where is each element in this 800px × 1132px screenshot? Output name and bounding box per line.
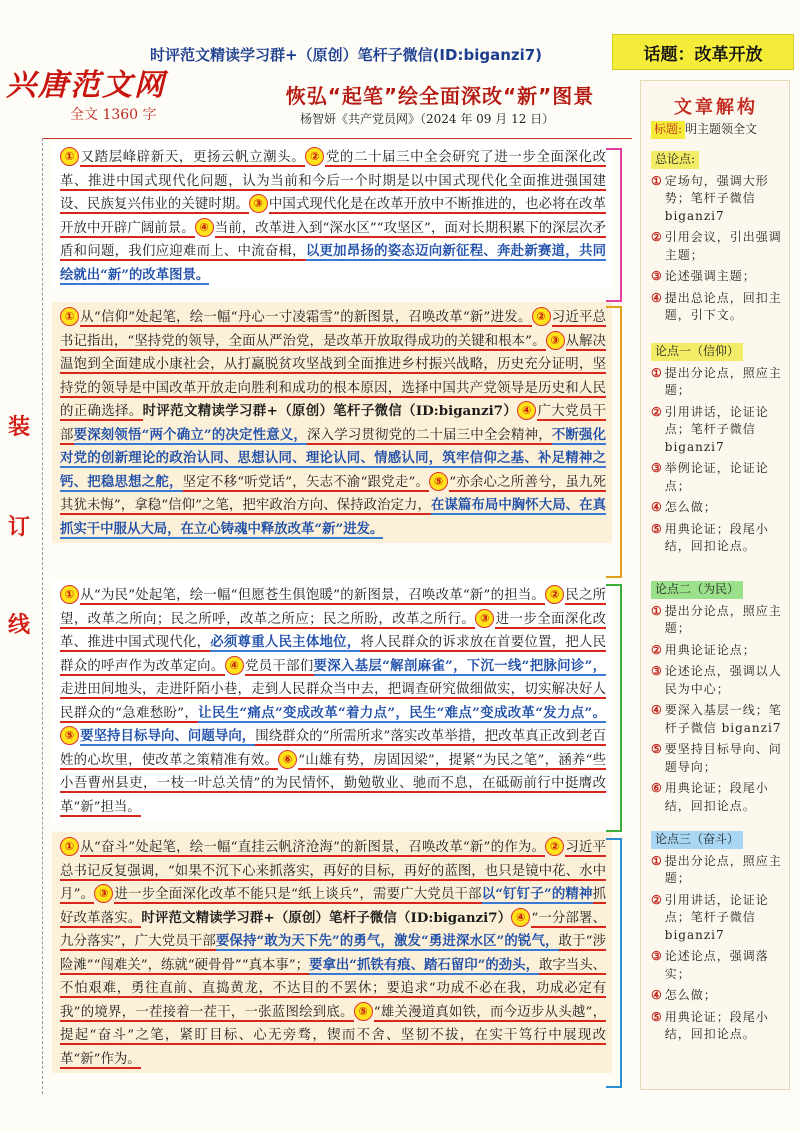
panel-item-number: ② <box>651 404 662 419</box>
panel-group-label: 论点三（奋斗） <box>651 831 743 849</box>
panel-item-number: ③ <box>651 664 662 678</box>
sentence-text: “亦余心之所善兮，虽九死其犹未悔”，拿稳“信仰”之笔，把牢政治方向、保持政治定力， <box>60 474 606 513</box>
section-bracket <box>606 838 622 1088</box>
analysis-panel <box>640 80 790 1090</box>
panel-item <box>651 521 785 556</box>
logo: 兴唐范文网 <box>6 68 166 103</box>
sentence-text: “山雄有势，房固因梁”，提紧“为民之笔”，涵养“些小吾曹州县吏，一枝一叶总关情”的为民情怀，勤勉敬业、驰而不息，在砥砺前行中挺膺改革“新”担当。 <box>60 752 607 815</box>
panel-group <box>651 581 785 815</box>
panel-group-label: 论点二（为民） <box>651 581 743 599</box>
sentence-number: ② <box>545 837 564 856</box>
panel-item <box>651 173 785 226</box>
sentence-text: 从解决温饱到全面建成小康社会，从打赢脱贫攻坚战到全面推进乡村振兴战略，历史充分证明，坚持党的领导是中国改革开放走向胜利和成功的根本原因，选择中国共产党领导是历史和人民的正确选择。 <box>60 333 606 419</box>
sentence-text: “一分部署、九分落实”，广大党员干部 <box>60 910 606 949</box>
sentence-text: 敢于“涉险滩”“闯难关”，练就“硬骨骨”“真本事”； <box>60 934 606 973</box>
sentence-text: 习近平总书记指出，“坚持党的领导，全面从严治党，是改革开放取得成功的关键和根本”。 <box>60 310 607 349</box>
sentence-text: 进一步全面深化改革、推进中国式现代化， <box>60 611 607 650</box>
panel-item-number: ③ <box>651 949 662 963</box>
panel-item <box>651 642 785 660</box>
binding-mark-2: 订 <box>8 514 31 540</box>
panel-item <box>651 702 785 737</box>
panel-item <box>651 663 785 698</box>
section-intro <box>52 142 612 289</box>
key-phrase: 让民生“痛点”变成改革“着力点”，民生“难点”变成改革“发力点”。 <box>198 704 606 721</box>
sentence-number: ⑤ <box>354 1002 373 1021</box>
tag-label: 标题: <box>651 121 685 139</box>
panel-item-number: ① <box>651 365 662 380</box>
panel-item-text: 引用讲话，论证论点；笔杆子微信 biganzi7 <box>664 892 769 942</box>
sentence-number: ③ <box>249 194 268 213</box>
sentence-text: 从“奋斗”处起笔，绘一幅“直挂云帆济沧海”的新图景，召唤改革“新”的作为。 <box>80 840 546 855</box>
panel-item-text: 提出分论点，照应主题； <box>664 853 782 885</box>
sentence-text: 从“信仰”处起笔，绘一幅“丹心一寸凌霜雪”的新图景，召唤改革“新”进发。 <box>80 310 532 325</box>
sentence-number: ④ <box>511 908 530 927</box>
header-rule <box>42 138 632 139</box>
sentence-number: ③ <box>94 884 113 903</box>
sentence-text: 党的二十届三中全会研究了进一步全面深化改革、推进中国式现代化问题，认为当前和今后一个时期是以中国式现代化全面推进强国建设、民族复兴伟业的关键时期。 <box>60 150 607 212</box>
panel-item-text: 要坚持目标导向、问题导向； <box>664 742 782 774</box>
panel-item <box>651 1009 785 1044</box>
binding-divider <box>42 138 43 1094</box>
panel-item-text: 提出分论点，照应主题； <box>664 603 782 635</box>
sentence-number: ① <box>60 585 79 604</box>
sentence-number: ④ <box>195 218 214 237</box>
paragraph <box>60 584 606 819</box>
sentence-text: 围绕群众的“所需所求”落实改革举措，把改革真正改到老百姓的心坎里，使改革之策精准有效。 <box>60 729 606 768</box>
panel-item <box>651 948 785 983</box>
panel-item-text: 怎么做； <box>664 988 717 1002</box>
panel-item-text: 引用讲话，论证论点；笔杆子微信 biganzi7 <box>664 404 769 454</box>
sentence-text: 深入学习贯彻党的二十届三中全会精神， <box>307 427 552 443</box>
sentence-text: 广大党员干部 <box>60 404 607 443</box>
panel-group <box>651 343 785 556</box>
panel-item-text: 定场句，强调大形势；笔杆子微信 biganzi7 <box>664 173 769 223</box>
key-phrase: 要深入基层“解剖麻雀”，下沉一线“把脉问诊”， <box>313 657 606 674</box>
panel-item-number: ⑤ <box>651 521 662 536</box>
sentence-number: ④ <box>225 656 244 675</box>
key-phrase: 要坚持目标导向、问题导向， <box>80 728 256 744</box>
panel-item <box>651 741 785 776</box>
panel-item <box>651 290 785 325</box>
panel-item-number: ④ <box>651 988 662 1002</box>
panel-item-text: 用典论证论点； <box>664 642 756 657</box>
key-phrase: 必须尊重人民主体地位， <box>210 634 361 650</box>
panel-item <box>651 987 785 1005</box>
key-phrase: 要深刻领悟“两个确立”的决定性意义， <box>73 426 308 443</box>
sentence-text: 当前，改革进入到“深水区”“攻坚区”，面对长期积累下的深层次矛盾和问题，我们应迎难而上、中流奋楫， <box>60 220 606 259</box>
section-struggle <box>52 832 612 1073</box>
panel-item-number: ③ <box>651 269 662 283</box>
panel-item-number: ⑤ <box>651 1009 662 1024</box>
section-faith <box>52 302 612 543</box>
binding-mark-1: 装 <box>8 414 31 440</box>
sentence-number: ③ <box>546 331 565 350</box>
sentence-text: 抓好改革落实。 <box>60 887 606 926</box>
panel-item-number: ① <box>651 603 662 618</box>
panel-item <box>651 603 785 638</box>
sentence-text: 中国式现代化是在改革开放中不断推进的，也必将在改革开放中开辟广阔前景。 <box>60 197 607 236</box>
paragraph <box>60 306 606 541</box>
panel-item <box>651 268 785 286</box>
sentence-text: 又踏层峰辟新天，更扬云帆立潮头。 <box>80 150 306 165</box>
panel-item-number: ④ <box>651 500 662 514</box>
sentence-number: ③ <box>475 609 494 628</box>
sentence-text: “雄关漫道真如铁，而今迈步从头越”，提起“奋斗”之笔，紧盯目标、心无旁骛，锲而不舍、坚韧不拔，在实干笃行中展现改革“新”作为。 <box>60 1004 606 1067</box>
panel-item-number: ④ <box>651 703 662 717</box>
panel-item-text: 用典论证；段尾小结，回扣论点。 <box>664 521 769 553</box>
sentence-text: 习近平总书记反复强调，“如果不沉下心来抓落实，再好的目标，再好的蓝图，也只是镜中花、水中月”。 <box>60 840 607 902</box>
section-bracket <box>606 148 622 302</box>
panel-item-text: 论述论点，强调以人民为中心； <box>664 664 782 696</box>
group-watermark-line: 时评范文精读学习群+（原创）笔杆子微信（ID:biganzi7） <box>141 909 512 926</box>
panel-item-text: 怎么做； <box>664 500 717 514</box>
group-watermark-line: 时评范文精读学习群+（原创）笔杆子微信（ID:biganzi7） <box>142 403 518 419</box>
sentence-text: 将人民群众的诉求放在首要位置，把人民群众的呼声作为改革定向。 <box>60 635 607 674</box>
panel-item <box>651 460 785 495</box>
sentence-text: 走进田间地头，走进阡陌小巷，走到人民群众当中去，把调查研究做细做实，切实解决好人民群众的“急难愁盼”， <box>60 682 606 721</box>
sentence-number: ⑤ <box>60 726 79 745</box>
group-line: 时评范文精读学习群+（原创）笔杆子微信(ID:biganzi7) <box>150 46 543 64</box>
key-phrase: 要拿出“抓铁有痕、踏石留印”的劲头， <box>309 956 539 973</box>
panel-item-number: ② <box>651 892 662 907</box>
sentence-text: 敢字当头、不怕艰难，勇往直前、直捣黄龙，不达目的不罢休；要追求“功成不必在我，功成必定有我”的境界，一茬接着一茬干，一张蓝图绘到底。 <box>60 957 606 1020</box>
panel-item <box>651 499 785 517</box>
sentence-number: ④ <box>517 401 536 420</box>
sentence-text: 进一步全面深化改革不能只是“纸上谈兵”，需要广大党员干部 <box>114 887 482 902</box>
panel-item-text: 论述强调主题； <box>664 269 756 283</box>
sentence-text: 民之所望，改革之所向；民之所呼，改革之所应；民之所盼，改革之所行。 <box>60 588 607 627</box>
panel-group-label: 总论点: <box>651 151 699 169</box>
sentence-text: 从“为民”处起笔，绘一幅“但愿苍生俱饱暖”的新图景，召唤改革“新”的担当。 <box>80 588 546 603</box>
section-bracket <box>606 306 622 578</box>
word-count: 全文 1360 字 <box>70 107 157 123</box>
paragraph <box>60 836 606 1071</box>
panel-item-text: 用典论证；段尾小结，回扣论点。 <box>664 1009 769 1041</box>
panel-item-number: ② <box>651 230 662 244</box>
sentence-number: ① <box>60 147 79 166</box>
article-byline: 杨智妍《共产党员网》（2024 年 09 月 12 日） <box>300 112 555 126</box>
topic-badge: 话题：改革开放 <box>612 34 794 70</box>
paragraph <box>60 146 606 287</box>
panel-item-number: ⑤ <box>651 742 662 756</box>
panel-item <box>651 229 785 264</box>
panel-item-text: 用典论证；段尾小结，回扣论点。 <box>664 781 769 813</box>
sentence-number: ② <box>545 585 564 604</box>
sentence-number: ⑤ <box>429 472 448 491</box>
panel-item-text: 提出总论点，回扣主题，引下文。 <box>664 290 782 322</box>
section-people <box>52 580 612 821</box>
panel-item-text: 举例论证，论证论点； <box>664 461 769 493</box>
key-phrase: 以更加昂扬的姿态迈向新征程、奔赴新赛道，共同绘就出“新”的改革图景。 <box>60 243 607 283</box>
sentence-number: ⑥ <box>278 750 297 769</box>
panel-title: 文章解构 <box>674 97 758 118</box>
panel-item <box>651 780 785 815</box>
panel-item <box>651 853 785 888</box>
panel-item-number: ⑥ <box>651 781 662 795</box>
sentence-text: 坚定不移“听党话”，矢志不渝“跟党走”。 <box>182 474 430 490</box>
panel-item-text: 引用会议，引出强调主题； <box>664 230 782 262</box>
panel-group <box>651 151 785 325</box>
panel-item-number: ③ <box>651 461 662 475</box>
panel-group-label: 论点一（信仰） <box>651 343 743 361</box>
panel-item <box>651 892 785 945</box>
panel-title-tag <box>651 121 785 139</box>
key-phrase: 要保持“敢为天下先”的勇气，激发“勇进深水区”的锐气， <box>215 933 559 949</box>
panel-item-text: 要深入基层一线；笔杆子微信 biganzi7 <box>664 703 782 735</box>
panel-item-number: ④ <box>651 290 662 305</box>
panel-item-number: ① <box>651 173 662 188</box>
panel-item <box>651 365 785 400</box>
key-phrase: 不断强化对党的创新理论的政治认同、思想认同、理论认同、情感认同，筑牢信仰之基、补足精神之钙、把稳思想之舵， <box>60 426 607 490</box>
section-bracket <box>606 584 622 832</box>
tag-text: 明主题领全文 <box>685 122 758 136</box>
key-phrase: 以“钉钉子”的精神 <box>481 886 593 902</box>
key-phrase: 在谋篇布局中胸怀大局、在真抓实干中服从大局，在立心铸魂中释放改革“新”进发。 <box>60 497 606 537</box>
panel-item-text: 论述论点，强调落实； <box>664 949 769 981</box>
sentence-number: ② <box>532 307 551 326</box>
sentence-number: ① <box>60 837 79 856</box>
binding-mark-3: 线 <box>8 612 31 638</box>
panel-item-number: ① <box>651 853 662 868</box>
sentence-text: 党员干部们 <box>244 658 314 674</box>
panel-item <box>651 404 785 457</box>
panel-item-text: 提出分论点，照应主题； <box>664 365 782 397</box>
article-title: 恢弘“起笔”绘全面深改“新”图景 <box>285 84 595 108</box>
panel-group <box>651 831 785 1044</box>
sentence-number: ② <box>305 147 324 166</box>
sentence-number: ① <box>60 307 79 326</box>
panel-item-number: ② <box>651 642 662 657</box>
